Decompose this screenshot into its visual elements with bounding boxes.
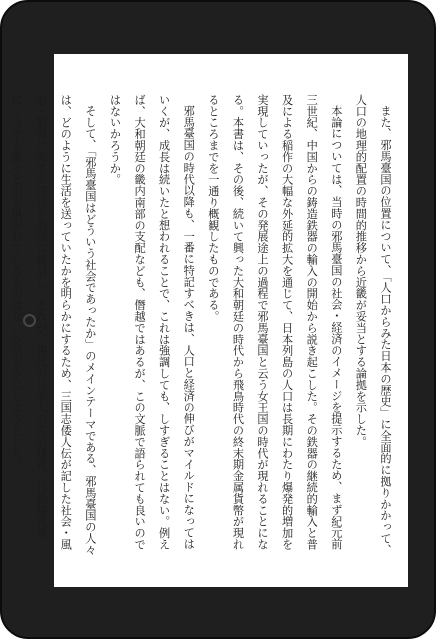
reader-screen[interactable] xyxy=(10,54,408,587)
paragraph-4: そして、「邪馬臺国はどういう社会であったか」のメインテーマである、邪馬臺国の人々は、どのように生活を送っていたかを明らかにするため、三国志倭人伝が記した社会・風俗・慣習に関する項目を個別に検討し、それが、現代の日本人の生活様式、行動様式等に、今でも脈々と引き継がれているものはないか明らかにしようとした。 xyxy=(10,94,97,556)
paragraph-2: 本論については、当時の邪馬臺国の社会・経済のイメージを提示するため、まず紀元前三世紀、中国からの鋳造鉄器の輸入の開始から説き起こした。その鉄器の継続的輸入と普及による稲作の大幅な外延的拡大を通じて、日本列島の人口は長期にわたり爆発的増加を実現していったが、その発展途上の過程で邪馬臺国と云う女王国の時代が現れることになる。本書は、その後、続いて興った大和朝廷の時代から飛鳥時代の終末期金属貨幣が現れるところまでを一通り概観したものである。 xyxy=(206,94,343,550)
page-text xyxy=(10,94,397,557)
paragraph-1: また、邪馬臺国の位置について、「人口からみた日本の歴史」に全面的に拠りかかって、人口の地理的配置の時間的推移から近畿が妥当とする論拠を示した。 xyxy=(354,94,392,556)
paragraph-3: 邪馬臺国の時代以降も、一番に特記すべきは、人口と経済の伸びがマイルドになってはいくが、成長は続いたと想われることで、これは強調しても、しすぎることはない。例えば、大和朝廷の畿内南部の支配なども、僭越ではあるが、この文脈で語られても良いのではないかろうか。 xyxy=(108,94,196,550)
